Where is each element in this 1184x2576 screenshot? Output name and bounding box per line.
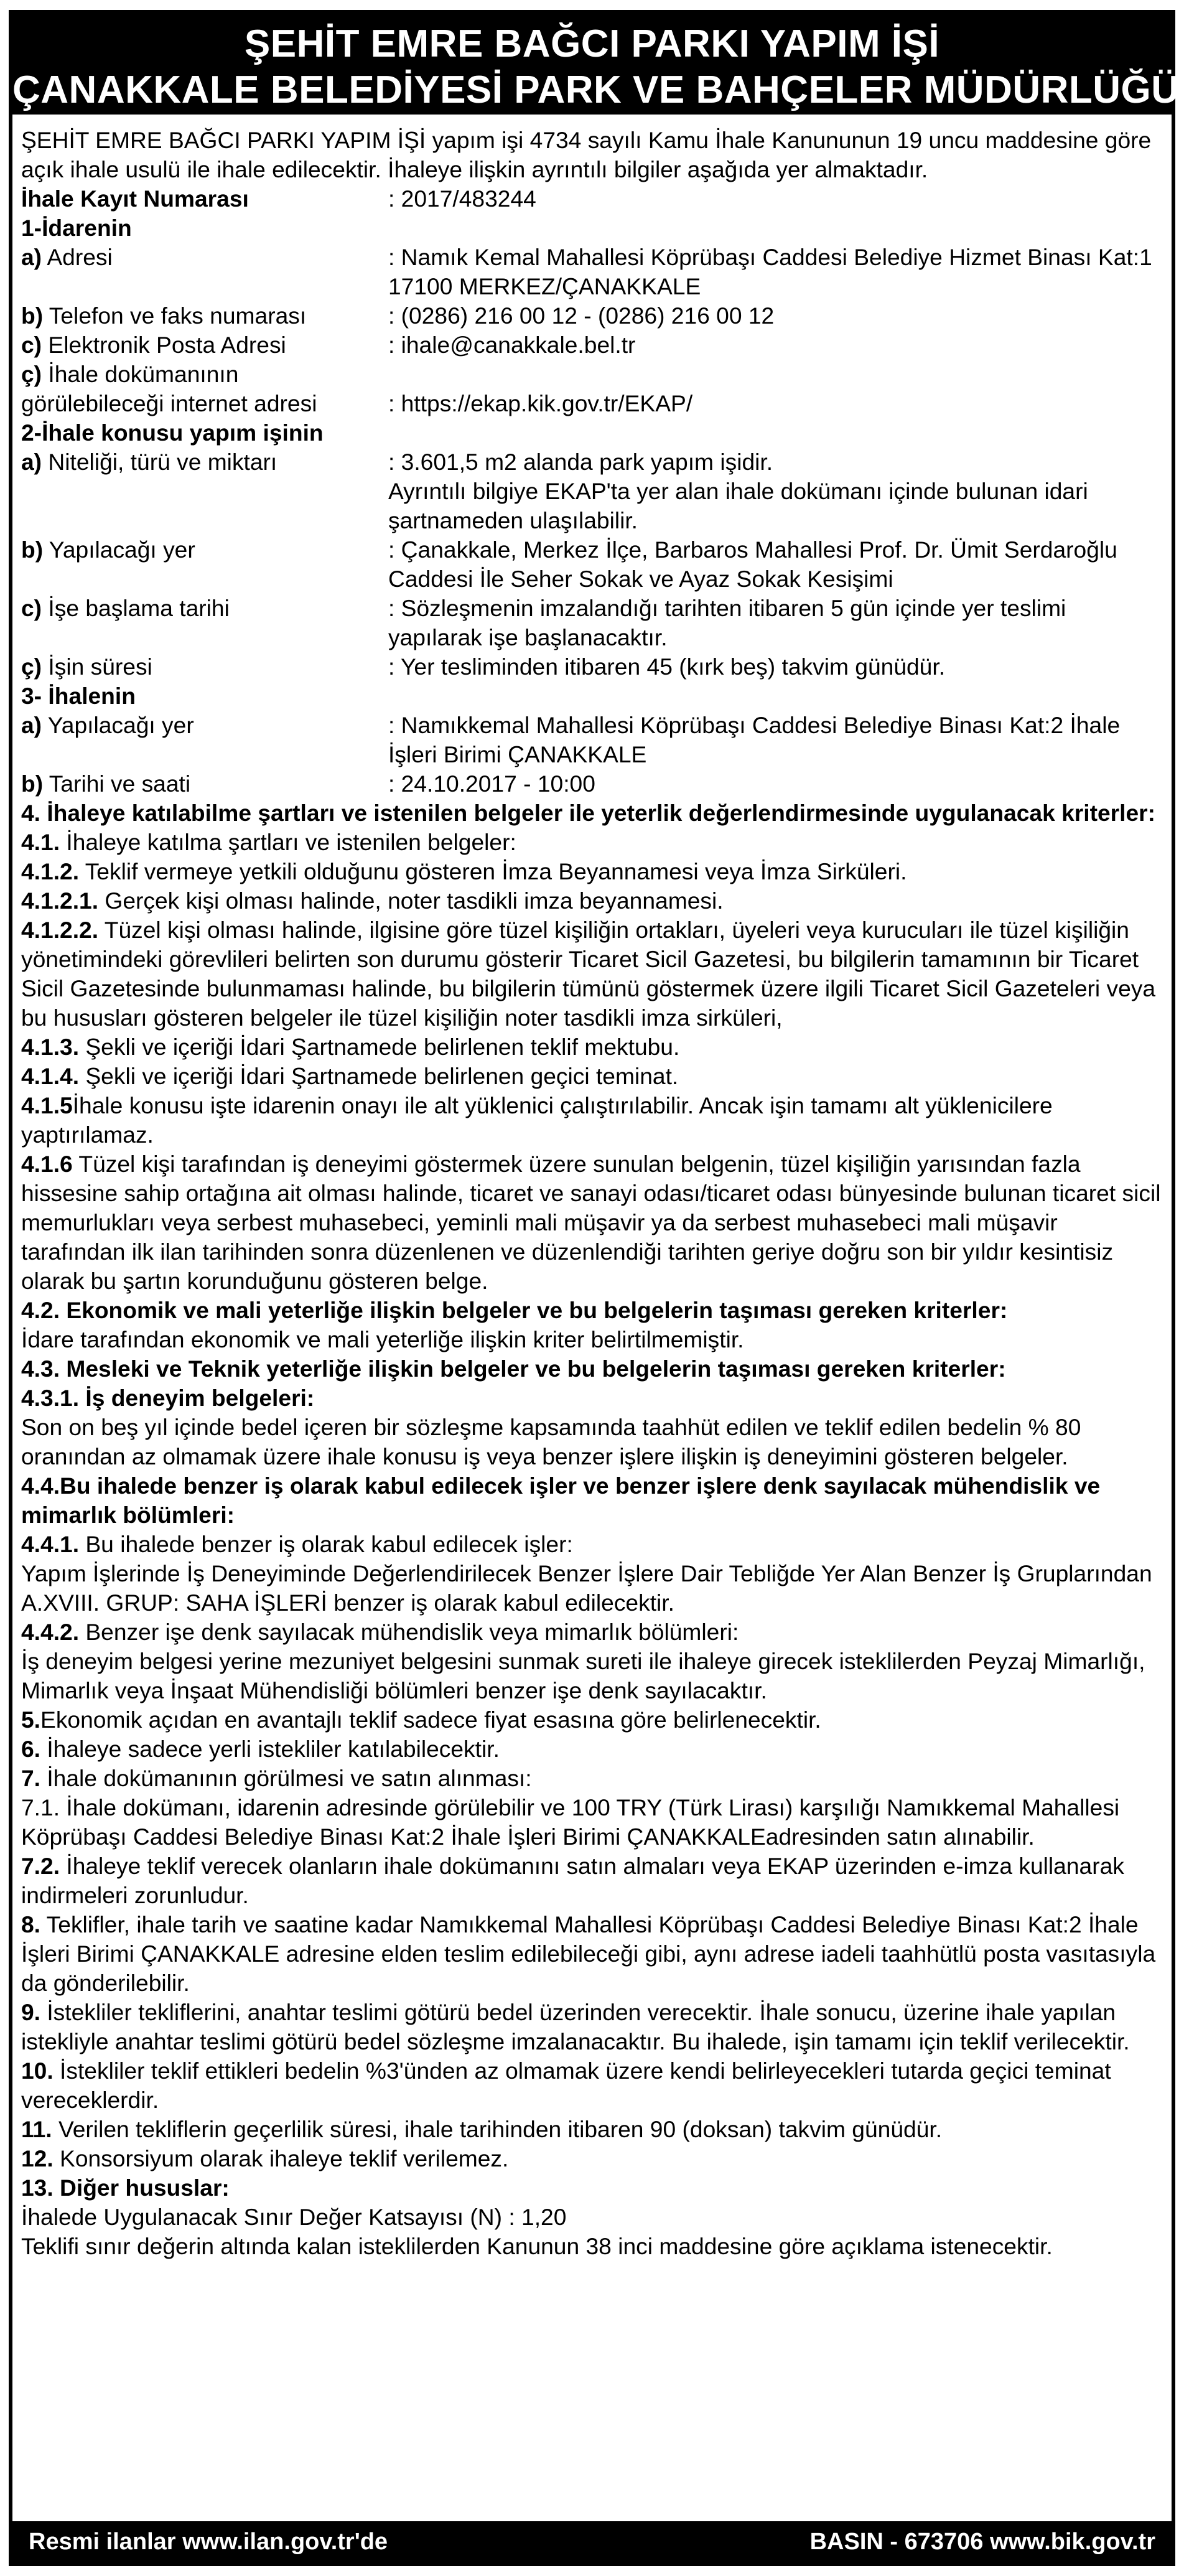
- s1-web-row: [21, 360, 1164, 418]
- s2-b-label: Yapılacağı yer: [49, 536, 195, 563]
- clause-12: [21, 2144, 1164, 2173]
- clause-4-4-1: [21, 1530, 1164, 1559]
- s2-d-value: : Yer tesliminden itibaren 45 (kırk beş) takvim günüdür.: [388, 653, 946, 680]
- s3-a-value: : Namıkkemal Mahallesi Köprübaşı Caddesi Belediye Binası Kat:2 İhale İşleri Birimi ÇANAKKALE: [388, 712, 1121, 767]
- s1-address-row: [21, 243, 1164, 301]
- s3-place-row: [21, 711, 1164, 769]
- clause-4-4-2: [21, 1618, 1164, 1647]
- s1-b-num: b): [21, 302, 44, 329]
- s2-c-num: c): [21, 595, 42, 621]
- clause-4-1-6-num: 4.1.6: [21, 1151, 73, 1177]
- clause-4-1-3: [21, 1033, 1164, 1062]
- s2-nature-row: [21, 447, 1164, 535]
- headline-institution: ÇANAKKALE BELEDİYESİ PARK VE BAHÇELER MÜDÜRLÜĞÜ: [12, 68, 1180, 111]
- s1-email-row: [21, 330, 1164, 360]
- s1-b-label: Telefon ve faks numarası: [49, 302, 307, 329]
- clause-4-1-2-1: [21, 886, 1164, 916]
- clause-7-1: 7.1. İhale dokümanı, idarenin adresinde görülebilir ve 100 TRY (Türk Lirası) karşılığı Namıkkemal Mahallesi Köprübaşı Caddesi Belediye Binası Kat:2 İhale İşleri Birimi ÇANAKKALEadresinden satın alınabilir.: [21, 1794, 1120, 1850]
- clause-4-1-2-1-text: Gerçek kişi olması halinde, noter tasdikli imza beyannamesi.: [98, 888, 724, 914]
- clause-7-num: 7.: [21, 1765, 41, 1791]
- section-2-title: 2-İhale konusu yapım işinin: [21, 419, 324, 446]
- s1-phone-row: [21, 301, 1164, 330]
- s2-a-value2: Ayrıntılı bilgiye EKAP'ta yer alan ihale dokümanı içinde bulunan idari şartnameden ulaşılabilir.: [388, 478, 1088, 533]
- clause-8-text: Teklifler, ihale tarih ve saatine kadar Namıkkemal Mahallesi Köprübaşı Caddesi Belediye Binası Kat:2 İhale İşleri Birimi ÇANAKKALE adresine elden teslim edilebileceği gibi, aynı adrese iadeli taahhütlü posta vasıtasıyla da gönderilebilir.: [21, 1911, 1156, 1996]
- s2-start-row: [21, 594, 1164, 652]
- clause-4-4-title: 4.4.Bu ihalede benzer iş olarak kabul edilecek işler ve benzer işlere denk sayılacak mühendislik ve mimarlık bölümleri:: [21, 1473, 1101, 1528]
- s2-d-num: ç): [21, 653, 42, 680]
- kayit-value: : 2017/483244: [388, 185, 536, 212]
- section-4-title: 4. İhaleye katılabilme şartları ve istenilen belgeler ile yeterlik değerlendirmesinde uygulanacak kriterler:: [21, 800, 1156, 826]
- s1-b-value: : (0286) 216 00 12 - (0286) 216 00 12: [388, 302, 775, 329]
- s2-c-value: : Sözleşmenin imzalandığı tarihten itibaren 5 gün içinde yer teslimi yapılarak işe başlanacaktır.: [388, 595, 1066, 650]
- clause-9-num: 9.: [21, 1999, 41, 2025]
- section-1-title: 1-İdarenin: [21, 215, 132, 241]
- clause-11-num: 11.: [21, 2116, 52, 2142]
- clause-6-text: İhaleye sadece yerli istekliler katılabilecektir.: [40, 1736, 500, 1762]
- s1-a-label: Adresi: [47, 244, 113, 270]
- clause-7: [21, 1764, 1164, 1793]
- clause-4-4-1-text: Bu ihalede benzer iş olarak kabul edilecek işler:: [79, 1531, 573, 1557]
- s1-a-num: a): [21, 244, 42, 270]
- clause-12-text: Konsorsiyum olarak ihaleye teklif verilemez.: [53, 2145, 509, 2171]
- clause-7-2-text: İhaleye teklif verecek olanların ihale dokümanını satın almaları veya EKAP üzerinden e-imza kullanarak indirmeleri zorunludur.: [21, 1853, 1124, 1908]
- footer-bar: [12, 2521, 1172, 2562]
- announcement-frame: [9, 10, 1180, 2566]
- clause-8: [21, 1910, 1164, 1998]
- clause-4-1-6-text: Tüzel kişi tarafından iş deneyimi göstermek üzere sunulan belgenin, tüzel kişiliğin yarısından fazla hissesine sahip ortağına ait olması halinde, ticaret ve sanayi odası/ticaret odası bünyesinde bulunan ticaret sicil memurlukları veya serbest muhasebeci, yeminli mali müşavir ya da serbest muhasebeci mali müşavir tarafından ilk ilan tarihinden sonra düzenlenen ve düzenlendiği tarihten geriye doğru son bir yıldır kesintisiz olarak bu şartın korunduğunu gösteren belge.: [21, 1151, 1161, 1294]
- clause-4-3-1-text: Son on beş yıl içinde bedel içeren bir sözleşme kapsamında taahhüt edilen ve teklif edilen bedelin % 80 oranından az olmamak üzere ihale konusu iş veya benzer işlere ilişkin iş deneyimini gösteren belgeler.: [21, 1414, 1081, 1469]
- clause-13-title: 13. Diğer hususlar:: [21, 2175, 230, 2201]
- clause-6-num: 6.: [21, 1736, 41, 1762]
- clause-5-num: 5.: [21, 1707, 41, 1733]
- s1-d-label1: İhale dokümanının: [48, 361, 239, 387]
- clause-4-1-2-2: [21, 916, 1164, 1033]
- kayit-row: [21, 184, 1164, 213]
- clause-4-1-2-2-num: 4.1.2.2.: [21, 917, 99, 943]
- clause-4-4-1-num: 4.4.1.: [21, 1531, 80, 1557]
- s2-d-label: İşin süresi: [48, 653, 152, 680]
- section-3-title: 3- İhalenin: [21, 683, 136, 709]
- intro-paragraph: ŞEHİT EMRE BAĞCI PARKI YAPIM İŞİ yapım işi 4734 sayılı Kamu İhale Kanununun 19 uncu maddesine göre açık ihale usulü ile ihale edilecektir. İhaleye ilişkin ayrıntılı bilgiler aşağıda yer almaktadır.: [21, 127, 1152, 182]
- headline-title: ŞEHİT EMRE BAĞCI PARKI YAPIM İŞİ: [244, 22, 940, 65]
- clause-7-text: İhale dokümanının görülmesi ve satın alınması:: [40, 1765, 532, 1791]
- clause-5-text: Ekonomik açıdan en avantajlı teklif sadece fiyat esasına göre belirlenecektir.: [40, 1707, 821, 1733]
- clause-4-1-3-text: Şekli ve içeriği İdari Şartnamede belirlenen teklif mektubu.: [79, 1034, 680, 1060]
- clause-4-1-3-num: 4.1.3.: [21, 1034, 80, 1060]
- clause-7-2-num: 7.2.: [21, 1853, 60, 1879]
- footer-bik-link[interactable]: BASIN - 673706 www.bik.gov.tr: [809, 2529, 1155, 2555]
- clause-4-4-2-num: 4.4.2.: [21, 1619, 80, 1645]
- clause-12-num: 12.: [21, 2145, 54, 2171]
- clause-4-3-1-title: 4.3.1. İş deneyim belgeleri:: [21, 1385, 315, 1411]
- clause-4-1-text: İhaleye katılma şartları ve istenilen belgeler:: [60, 829, 516, 855]
- clause-4-1-5-text: İhale konusu işte idarenin onayı ile alt yüklenici çalıştırılabilir. Ancak işin tamamı alt yüklenicilere yaptırılamaz.: [21, 1092, 1053, 1148]
- clause-4-1-6: [21, 1150, 1164, 1296]
- announcement-body: [21, 126, 1164, 2261]
- clause-5: [21, 1705, 1164, 1735]
- header-banner: [12, 14, 1180, 115]
- s1-d-value: : https://ekap.kik.gov.tr/EKAP/: [388, 390, 693, 416]
- clause-4-4-2-text: Benzer işe denk sayılacak mühendislik veya mimarlık bölümleri:: [79, 1619, 739, 1645]
- clause-13-line1: İhalede Uygulanacak Sınır Değer Katsayısı (N) : 1,20: [21, 2204, 567, 2230]
- s3-b-label: Tarihi ve saati: [49, 770, 191, 797]
- kayit-label: İhale Kayıt Numarası: [21, 185, 249, 212]
- clause-4-2-title: 4.2. Ekonomik ve mali yeterliğe ilişkin belgeler ve bu belgelerin taşıması gereken kriterler:: [21, 1297, 1008, 1323]
- clause-10-num: 10.: [21, 2058, 54, 2084]
- clause-7-2: [21, 1852, 1164, 1910]
- clause-6: [21, 1735, 1164, 1764]
- s2-duration-row: [21, 652, 1164, 681]
- s3-a-label: Yapılacağı yer: [47, 712, 194, 738]
- clause-4-1: [21, 828, 1164, 857]
- clause-4-1-2-1-num: 4.1.2.1.: [21, 888, 99, 914]
- clause-10-text: İstekliler teklif ettikleri bedelin %3'ünden az olmamak üzere kendi belirleyecekleri tutarda geçici teminat vereceklerdir.: [21, 2058, 1111, 2113]
- clause-4-1-4-num: 4.1.4.: [21, 1063, 80, 1089]
- clause-10: [21, 2056, 1164, 2115]
- clause-4-1-5-num: 4.1.5: [21, 1092, 73, 1118]
- s3-date-row: [21, 769, 1164, 799]
- s1-a-value: : Namık Kemal Mahallesi Köprübaşı Caddesi Belediye Hizmet Binası Kat:1 17100 MERKEZ/ÇANAKKALE: [388, 244, 1152, 299]
- s2-b-num: b): [21, 536, 44, 563]
- clause-4-1-2-2-text: Tüzel kişi olması halinde, ilgisine göre tüzel kişiliğin ortakları, üyeleri veya kurucuları ile tüzel kişiliğin yönetimindeki görevlileri belirten son durumu gösterir Ticaret Sicil Gazetesi, bu bilgilerin tamamının bir Ticaret Sicil Gazetesinde bulunmaması halinde, bu bilgilerin tümünü göstermek üzere ilgili Ticaret Sicil Gazeteleri veya bu hususları gösteren belgeler ile tüzel kişiliğin noter tasdikli imza sirküleri,: [21, 917, 1156, 1031]
- clause-4-1-4: [21, 1062, 1164, 1091]
- clause-4-4-1-detail: Yapım İşlerinde İş Deneyiminde Değerlendirilecek Benzer İşlere Dair Tebliğde Yer Alan Benzer İş Gruplarından A.XVIII. GRUP: SAHA İŞLERİ benzer iş olarak kabul edilecektir.: [21, 1560, 1152, 1616]
- s2-c-label: İşe başlama tarihi: [48, 595, 230, 621]
- s1-d-num: ç): [21, 361, 42, 387]
- s3-b-num: b): [21, 770, 44, 797]
- s2-a-label: Niteliği, türü ve miktarı: [48, 449, 277, 475]
- s1-c-label: Elektronik Posta Adresi: [48, 332, 286, 358]
- clause-4-1-2: [21, 857, 1164, 886]
- clause-4-1-5: [21, 1091, 1164, 1150]
- clause-11: [21, 2115, 1164, 2144]
- s1-c-num: c): [21, 332, 42, 358]
- clause-11-text: Verilen tekliflerin geçerlilik süresi, ihale tarihinden itibaren 90 (doksan) takvim günüdür.: [52, 2116, 943, 2142]
- clause-4-1-2-num: 4.1.2.: [21, 858, 80, 884]
- s1-d-label2: görülebileceği internet adresi: [21, 390, 317, 416]
- clause-8-num: 8.: [21, 1911, 41, 1937]
- s2-a-num: a): [21, 449, 42, 475]
- clause-13-line2: Teklifi sınır değerin altında kalan isteklilerden Kanunun 38 inci maddesine göre açıklama istenecektir.: [21, 2233, 1053, 2259]
- s2-a-value1: : 3.601,5 m2 alanda park yapım işidir.: [388, 449, 773, 475]
- clause-9: [21, 1998, 1164, 2056]
- clause-4-1-2-text: Teklif vermeye yetkili olduğunu gösteren İmza Beyannamesi veya İmza Sirküleri.: [79, 858, 907, 884]
- clause-4-4-2-detail: İş deneyim belgesi yerine mezuniyet belgesini sunmak sureti ile ihaleye girecek isteklilerden Peyzaj Mimarlığı, Mimarlık veya İnşaat Mühendisliği bölümleri benzer işe denk sayılacaktır.: [21, 1648, 1145, 1703]
- s2-place-row: [21, 535, 1164, 594]
- s2-b-value: : Çanakkale, Merkez İlçe, Barbaros Mahallesi Prof. Dr. Ümit Serdaroğlu Caddesi İle Seher Sokak ve Ayaz Sokak Kesişimi: [388, 536, 1117, 592]
- clause-4-3-title: 4.3. Mesleki ve Teknik yeterliğe ilişkin belgeler ve bu belgelerin taşıması gereken kriterler:: [21, 1356, 1006, 1382]
- clause-9-text: İstekliler tekliflerini, anahtar teslimi götürü bedel üzerinden verecektir. İhale sonucu, üzerine ihale yapılan istekliyle anahtar teslimi götürü bedel sözleşme imzalanacaktır. Bu ihalede, işin tamamı için teklif verilecektir.: [21, 1999, 1130, 2054]
- s3-b-value: : 24.10.2017 - 10:00: [388, 770, 595, 797]
- footer-ilan-link[interactable]: Resmi ilanlar www.ilan.gov.tr'de: [29, 2529, 388, 2555]
- clause-4-2-text: İdare tarafından ekonomik ve mali yeterliğe ilişkin kriter belirtilmemiştir.: [21, 1326, 744, 1352]
- s1-c-value: : ihale@canakkale.bel.tr: [388, 332, 636, 358]
- s3-a-num: a): [21, 712, 42, 738]
- clause-4-1-4-text: Şekli ve içeriği İdari Şartnamede belirlenen geçici teminat.: [79, 1063, 679, 1089]
- clause-4-1-num: 4.1.: [21, 829, 60, 855]
